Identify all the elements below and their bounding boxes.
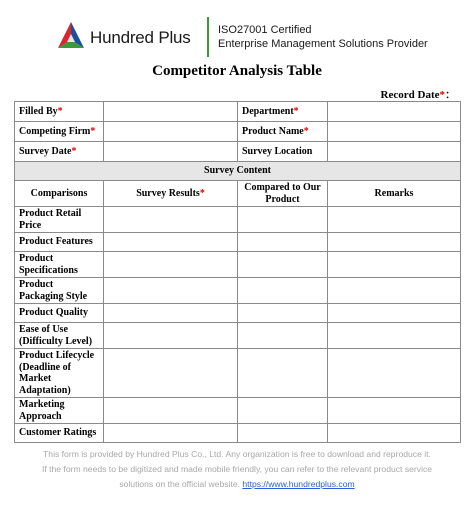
remarks-cell[interactable] bbox=[328, 424, 461, 443]
comparison-label bbox=[15, 349, 104, 398]
comparison-cell[interactable] bbox=[238, 323, 328, 349]
comparison-label-text: Product Specifications bbox=[19, 253, 78, 276]
survey-result-cell[interactable] bbox=[104, 304, 238, 323]
remarks-cell[interactable] bbox=[328, 398, 461, 424]
comparison-label-text: Product Features bbox=[19, 236, 93, 248]
field-input[interactable] bbox=[104, 102, 238, 122]
comparison-cell[interactable] bbox=[238, 207, 328, 233]
required-mark: * bbox=[439, 89, 445, 101]
field-label bbox=[238, 102, 328, 122]
column-header bbox=[328, 181, 461, 207]
column-header-text: Comparisons bbox=[30, 187, 88, 199]
brand-logo bbox=[56, 20, 196, 54]
footer-line-1: This form is provided by Hundred Plus Co., Ltd. Any organization is free to download and reproduce it. bbox=[43, 449, 431, 459]
required-mark: * bbox=[303, 125, 309, 137]
comparison-label bbox=[15, 278, 104, 304]
record-date-colon: ： bbox=[445, 89, 456, 101]
survey-result-cell[interactable] bbox=[104, 349, 238, 398]
table-row bbox=[15, 398, 461, 424]
competitor-analysis-table bbox=[14, 101, 461, 443]
field-label bbox=[238, 142, 328, 162]
comparison-label bbox=[15, 252, 104, 278]
comparison-label bbox=[15, 398, 104, 424]
field-label-text: Department bbox=[242, 105, 294, 117]
comparison-cell[interactable] bbox=[238, 349, 328, 398]
comparison-label bbox=[15, 207, 104, 233]
info-row bbox=[15, 102, 461, 122]
column-header bbox=[104, 181, 238, 207]
table-row bbox=[15, 252, 461, 278]
field-label bbox=[238, 122, 328, 142]
table-row bbox=[15, 233, 461, 252]
survey-result-cell[interactable] bbox=[104, 278, 238, 304]
comparison-label-text: Customer Ratings bbox=[19, 427, 97, 439]
comparison-cell[interactable] bbox=[238, 278, 328, 304]
column-header bbox=[15, 181, 104, 207]
remarks-cell[interactable] bbox=[328, 278, 461, 304]
remarks-cell[interactable] bbox=[328, 323, 461, 349]
table-row bbox=[15, 424, 461, 443]
footer bbox=[0, 447, 474, 492]
info-row bbox=[15, 142, 461, 162]
table-body bbox=[15, 102, 461, 443]
record-date bbox=[381, 86, 456, 102]
section-title-text: Survey Content bbox=[204, 165, 271, 177]
comparison-label bbox=[15, 233, 104, 252]
table-row bbox=[15, 278, 461, 304]
comparison-label-text: Product Lifecycle (Deadline of Market Adaptation) bbox=[19, 350, 95, 396]
website-link[interactable]: https://www.hundredplus.com bbox=[242, 479, 355, 489]
header bbox=[0, 0, 474, 64]
comparison-label-text: Marketing Approach bbox=[19, 399, 65, 422]
info-row bbox=[15, 122, 461, 142]
field-label-text: Product Name bbox=[242, 125, 304, 137]
remarks-cell[interactable] bbox=[328, 304, 461, 323]
required-mark: * bbox=[90, 125, 96, 137]
comparison-label-text: Product Quality bbox=[19, 307, 88, 319]
comparison-label-text: Ease of Use (Difficulty Level) bbox=[19, 324, 93, 347]
column-header bbox=[238, 181, 328, 207]
footer-line-3-text: solutions on the official website. bbox=[119, 479, 241, 489]
required-mark: * bbox=[57, 105, 63, 117]
field-input[interactable] bbox=[104, 122, 238, 142]
field-label-text: Filled By bbox=[19, 105, 58, 117]
survey-result-cell[interactable] bbox=[104, 398, 238, 424]
comparison-label-text: Product Packaging Style bbox=[19, 279, 88, 302]
required-mark: * bbox=[71, 145, 77, 157]
survey-result-cell[interactable] bbox=[104, 323, 238, 349]
footer-line-2: If the form needs to be digitized and made mobile friendly, you can refer to the relevant product service bbox=[41, 464, 433, 474]
triangle-logo-icon bbox=[56, 20, 86, 50]
comparison-cell[interactable] bbox=[238, 424, 328, 443]
section-title bbox=[15, 162, 461, 181]
column-header-text: Compared to Our Product bbox=[244, 182, 321, 205]
remarks-cell[interactable] bbox=[328, 233, 461, 252]
table-row bbox=[15, 323, 461, 349]
survey-result-cell[interactable] bbox=[104, 252, 238, 278]
field-label-text: Survey Date bbox=[19, 145, 72, 157]
field-input[interactable] bbox=[104, 142, 238, 162]
comparison-label bbox=[15, 323, 104, 349]
remarks-cell[interactable] bbox=[328, 207, 461, 233]
remarks-cell[interactable] bbox=[328, 252, 461, 278]
record-date-label: Record Date bbox=[380, 89, 440, 101]
field-label bbox=[15, 122, 104, 142]
comparison-cell[interactable] bbox=[238, 233, 328, 252]
remarks-cell[interactable] bbox=[328, 349, 461, 398]
field-input[interactable] bbox=[328, 102, 461, 122]
survey-result-cell[interactable] bbox=[104, 207, 238, 233]
survey-result-cell[interactable] bbox=[104, 424, 238, 443]
table-row bbox=[15, 304, 461, 323]
comparison-label-text: Product Retail Price bbox=[19, 208, 82, 231]
field-label bbox=[15, 142, 104, 162]
footer-line-3 bbox=[0, 477, 474, 492]
field-input[interactable] bbox=[328, 122, 461, 142]
comparison-label bbox=[15, 304, 104, 323]
section-header-row bbox=[15, 162, 461, 181]
column-header-text: Remarks bbox=[374, 187, 414, 199]
field-label-text: Survey Location bbox=[242, 145, 313, 157]
header-divider bbox=[207, 17, 209, 57]
certification-text bbox=[218, 23, 428, 51]
field-label bbox=[15, 102, 104, 122]
field-label-text: Competing Firm bbox=[19, 125, 91, 137]
comparison-cell[interactable] bbox=[238, 398, 328, 424]
cert-line-1: ISO27001 Certified bbox=[218, 24, 312, 36]
column-header-text: Survey Results bbox=[136, 187, 200, 199]
comparison-cell[interactable] bbox=[238, 304, 328, 323]
cert-line-2: Enterprise Management Solutions Provider bbox=[218, 38, 428, 50]
table-row bbox=[15, 349, 461, 398]
brand-name: Hundred Plus bbox=[90, 28, 191, 47]
column-header-row bbox=[15, 181, 461, 207]
table-row bbox=[15, 207, 461, 233]
page-title: Competitor Analysis Table bbox=[152, 63, 322, 79]
survey-result-cell[interactable] bbox=[104, 233, 238, 252]
comparison-label bbox=[15, 424, 104, 443]
comparison-cell[interactable] bbox=[238, 252, 328, 278]
required-mark: * bbox=[293, 105, 299, 117]
required-mark: * bbox=[199, 187, 205, 199]
field-input[interactable] bbox=[328, 142, 461, 162]
